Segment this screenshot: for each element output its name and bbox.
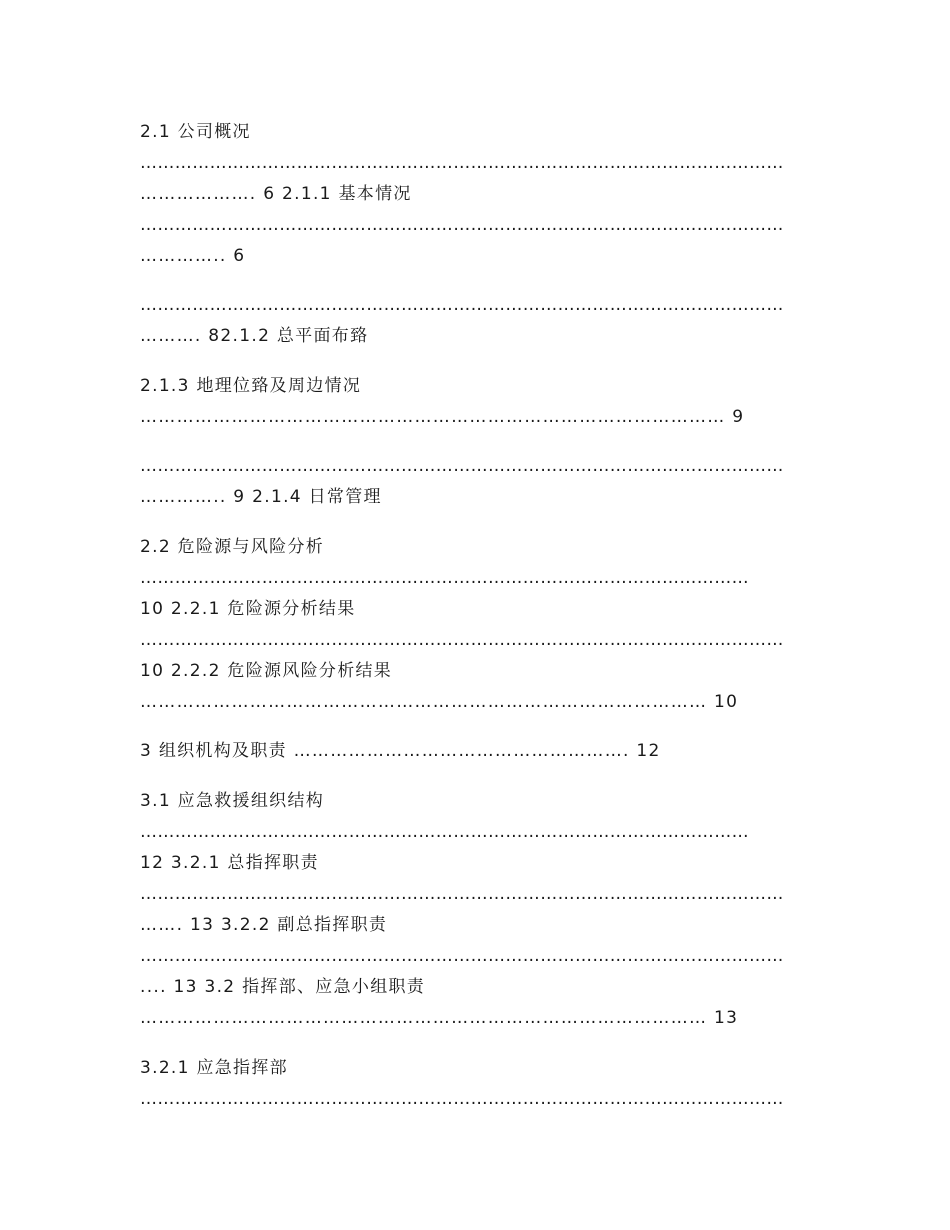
toc-entry: .... 13 3.2 指挥部、应急小组职责 [140,977,426,997]
toc-leader: ………………………………………………………………………………………………… [140,884,784,904]
toc-entry: 10 2.2.1 危险源分析结果 [140,599,356,619]
toc-leader: ………………………………………………………………………………………………… [140,456,784,476]
toc-entry: ………….. 9 2.1.4 日常管理 [140,487,382,507]
toc-leader: ………………………………………………………………………………………………… [140,630,784,650]
toc-entry: ………………. 6 2.1.1 基本情况 [140,184,412,204]
toc-leader: ………………………………………………………………………………………………… [140,295,784,315]
toc-leader: …………………………………………………………………………………………… [140,822,749,842]
toc-entry: ………………………………………………………………………………… 10 [140,692,739,712]
toc-leader: …………………………………………………………………………………………… [140,568,749,588]
toc-leader: ………………………………………………………………………………………………… [140,946,784,966]
toc-entry: 2.2 危险源与风险分析 [140,537,325,557]
toc-leader: ………………………………………………………………………………………………… [140,153,784,173]
toc-entry: 2.1.3 地理位臵及周边情况 [140,376,362,396]
toc-leader: ………………………………………………………………………………………………… [140,1089,784,1109]
toc-entry: 3.2.1 应急指挥部 [140,1058,288,1078]
toc-entry: …………………………………………………………………………………… 9 [140,407,745,427]
toc-entry: ………………………………………………………………………………… 13 [140,1008,739,1028]
toc-entry: 2.1 公司概况 [140,122,251,142]
toc-entry: ………. 82.1.2 总平面布臵 [140,326,369,346]
toc-entry: 12 3.2.1 总指挥职责 [140,853,319,873]
toc-leader: ………………………………………………………………………………………………… [140,215,784,235]
toc-entry: 3.1 应急救援组织结构 [140,791,325,811]
toc-entry: ……. 13 3.2.2 副总指挥职责 [140,915,388,935]
toc-entry: 3 组织机构及职责 ………………………………………………. 12 [140,741,661,761]
toc-entry: 10 2.2.2 危险源风险分析结果 [140,661,393,681]
toc-entry: ………….. 6 [140,246,246,266]
